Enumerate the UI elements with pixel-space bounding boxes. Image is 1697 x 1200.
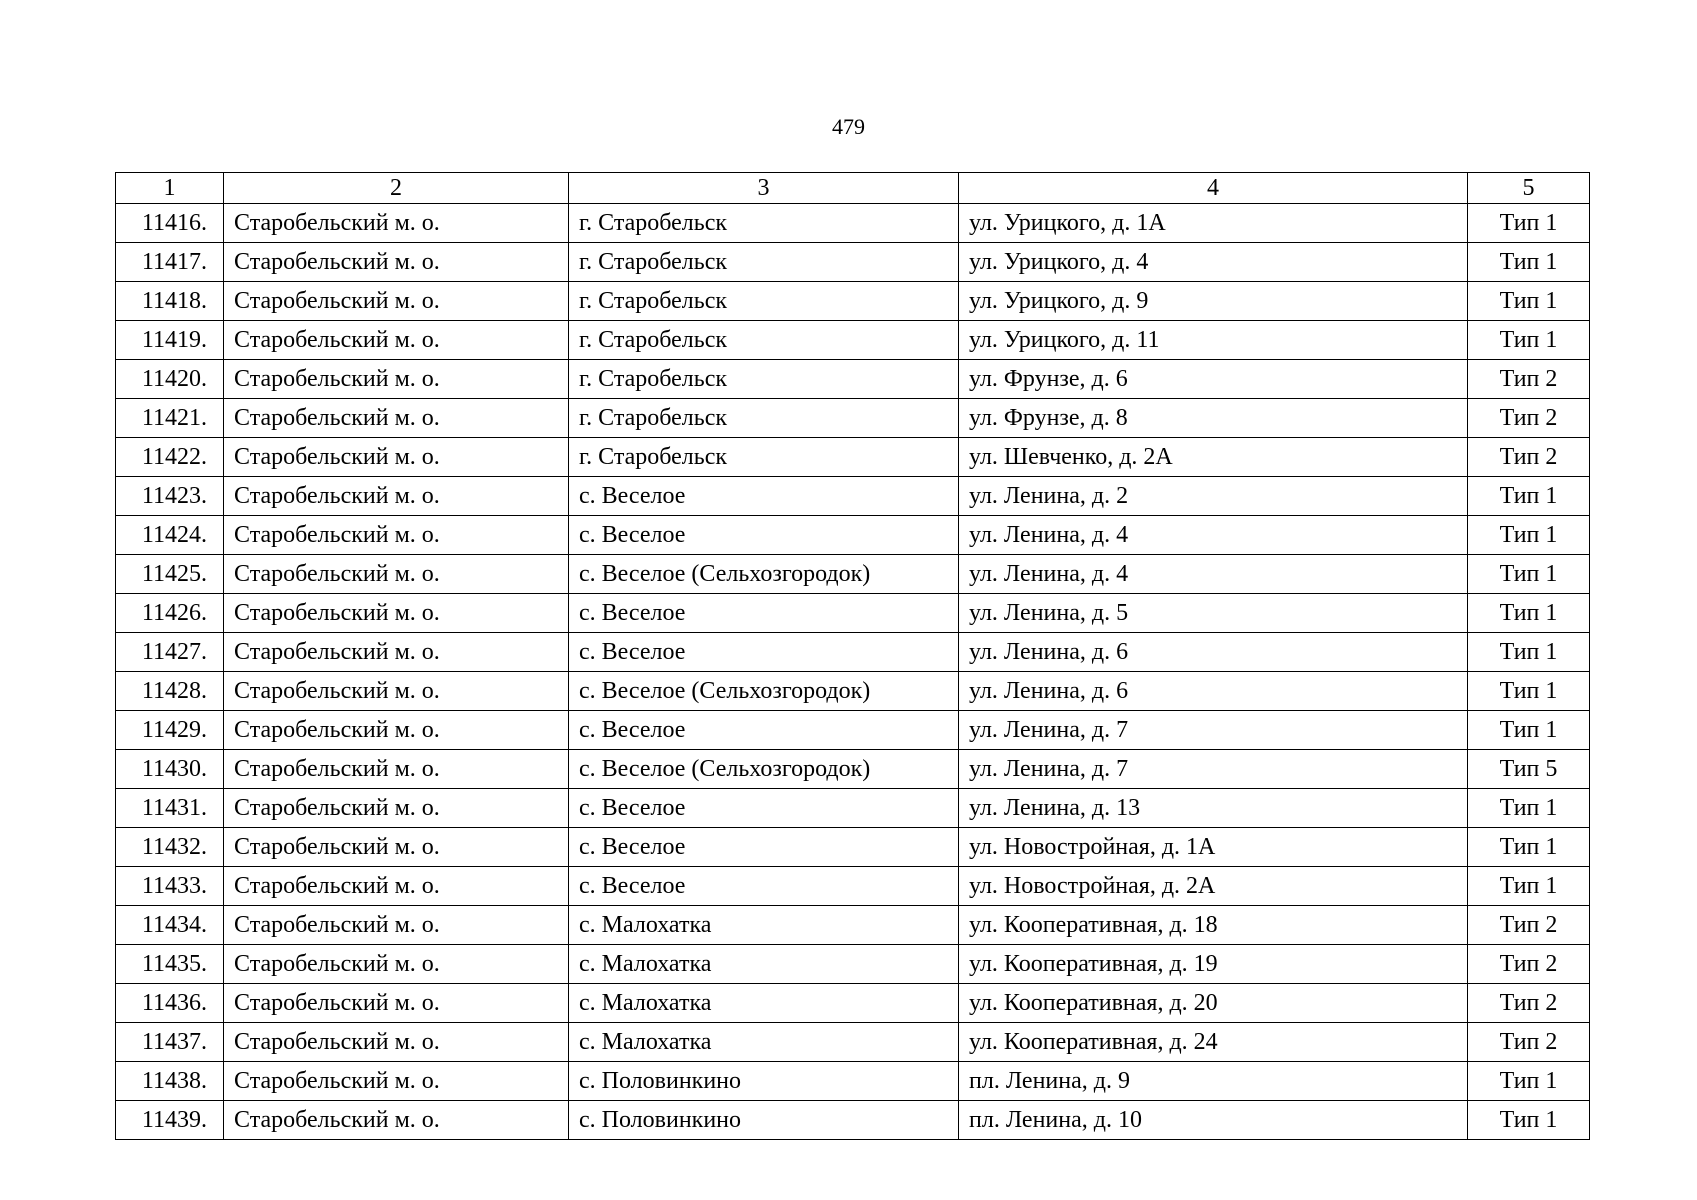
cell-number: 11433. bbox=[116, 867, 224, 906]
cell-type: Тип 2 bbox=[1468, 906, 1590, 945]
cell-type: Тип 2 bbox=[1468, 945, 1590, 984]
cell-municipality: Старобельский м. о. bbox=[224, 945, 569, 984]
cell-type: Тип 1 bbox=[1468, 711, 1590, 750]
cell-settlement: с. Малохатка bbox=[569, 984, 959, 1023]
cell-address: ул. Новостройная, д. 1А bbox=[959, 828, 1468, 867]
cell-settlement: с. Веселое bbox=[569, 516, 959, 555]
cell-settlement: с. Веселое bbox=[569, 828, 959, 867]
table-row bbox=[116, 477, 1590, 516]
cell-address: ул. Ленина, д. 6 bbox=[959, 672, 1468, 711]
cell-type: Тип 1 bbox=[1468, 204, 1590, 243]
cell-address: ул. Кооперативная, д. 24 bbox=[959, 1023, 1468, 1062]
cell-number: 11417. bbox=[116, 243, 224, 282]
cell-number: 11439. bbox=[116, 1101, 224, 1140]
cell-type: Тип 1 bbox=[1468, 1062, 1590, 1101]
cell-settlement: г. Старобельск bbox=[569, 399, 959, 438]
cell-settlement: г. Старобельск bbox=[569, 438, 959, 477]
cell-type: Тип 2 bbox=[1468, 399, 1590, 438]
cell-address: ул. Кооперативная, д. 20 bbox=[959, 984, 1468, 1023]
column-header-municipality: 2 bbox=[224, 173, 569, 204]
column-header-type: 5 bbox=[1468, 173, 1590, 204]
cell-number: 11424. bbox=[116, 516, 224, 555]
cell-number: 11434. bbox=[116, 906, 224, 945]
cell-municipality: Старобельский м. о. bbox=[224, 204, 569, 243]
table-header-row bbox=[116, 173, 1590, 204]
table-row bbox=[116, 750, 1590, 789]
cell-settlement: г. Старобельск bbox=[569, 204, 959, 243]
cell-type: Тип 2 bbox=[1468, 360, 1590, 399]
cell-settlement: с. Малохатка bbox=[569, 945, 959, 984]
table-row bbox=[116, 360, 1590, 399]
cell-municipality: Старобельский м. о. bbox=[224, 321, 569, 360]
cell-municipality: Старобельский м. о. bbox=[224, 399, 569, 438]
cell-municipality: Старобельский м. о. bbox=[224, 1023, 569, 1062]
table-row bbox=[116, 282, 1590, 321]
cell-address: ул. Урицкого, д. 9 bbox=[959, 282, 1468, 321]
cell-municipality: Старобельский м. о. bbox=[224, 828, 569, 867]
table-row bbox=[116, 906, 1590, 945]
cell-municipality: Старобельский м. о. bbox=[224, 243, 569, 282]
cell-number: 11420. bbox=[116, 360, 224, 399]
cell-type: Тип 1 bbox=[1468, 633, 1590, 672]
cell-settlement: с. Веселое bbox=[569, 594, 959, 633]
cell-number: 11431. bbox=[116, 789, 224, 828]
cell-address: ул. Ленина, д. 7 bbox=[959, 750, 1468, 789]
table-row bbox=[116, 321, 1590, 360]
cell-settlement: с. Веселое bbox=[569, 711, 959, 750]
cell-number: 11432. bbox=[116, 828, 224, 867]
cell-municipality: Старобельский м. о. bbox=[224, 867, 569, 906]
cell-type: Тип 1 bbox=[1468, 672, 1590, 711]
cell-type: Тип 1 bbox=[1468, 321, 1590, 360]
cell-address: пл. Ленина, д. 9 bbox=[959, 1062, 1468, 1101]
table-row bbox=[116, 399, 1590, 438]
table-row bbox=[116, 243, 1590, 282]
table-row bbox=[116, 516, 1590, 555]
cell-municipality: Старобельский м. о. bbox=[224, 906, 569, 945]
cell-municipality: Старобельский м. о. bbox=[224, 516, 569, 555]
table-row bbox=[116, 1023, 1590, 1062]
cell-address: ул. Ленина, д. 4 bbox=[959, 516, 1468, 555]
cell-settlement: с. Половинкино bbox=[569, 1062, 959, 1101]
cell-settlement: г. Старобельск bbox=[569, 321, 959, 360]
cell-address: ул. Урицкого, д. 11 bbox=[959, 321, 1468, 360]
cell-address: ул. Урицкого, д. 4 bbox=[959, 243, 1468, 282]
table-row bbox=[116, 711, 1590, 750]
cell-municipality: Старобельский м. о. bbox=[224, 1101, 569, 1140]
cell-settlement: с. Веселое bbox=[569, 477, 959, 516]
cell-municipality: Старобельский м. о. bbox=[224, 672, 569, 711]
cell-address: ул. Ленина, д. 2 bbox=[959, 477, 1468, 516]
cell-address: ул. Новостройная, д. 2А bbox=[959, 867, 1468, 906]
cell-address: пл. Ленина, д. 10 bbox=[959, 1101, 1468, 1140]
cell-type: Тип 1 bbox=[1468, 477, 1590, 516]
cell-type: Тип 1 bbox=[1468, 867, 1590, 906]
table-row bbox=[116, 984, 1590, 1023]
cell-settlement: с. Веселое (Сельхозгородок) bbox=[569, 672, 959, 711]
cell-settlement: г. Старобельск bbox=[569, 360, 959, 399]
cell-settlement: г. Старобельск bbox=[569, 282, 959, 321]
cell-municipality: Старобельский м. о. bbox=[224, 282, 569, 321]
cell-address: ул. Ленина, д. 13 bbox=[959, 789, 1468, 828]
cell-settlement: с. Веселое (Сельхозгородок) bbox=[569, 750, 959, 789]
cell-municipality: Старобельский м. о. bbox=[224, 594, 569, 633]
cell-type: Тип 1 bbox=[1468, 828, 1590, 867]
table-row bbox=[116, 633, 1590, 672]
cell-address: ул. Ленина, д. 7 bbox=[959, 711, 1468, 750]
cell-number: 11429. bbox=[116, 711, 224, 750]
cell-number: 11427. bbox=[116, 633, 224, 672]
cell-type: Тип 5 bbox=[1468, 750, 1590, 789]
table-body bbox=[116, 204, 1590, 1140]
page-number: 479 bbox=[832, 114, 865, 139]
cell-settlement: с. Малохатка bbox=[569, 1023, 959, 1062]
table-row bbox=[116, 1062, 1590, 1101]
cell-number: 11421. bbox=[116, 399, 224, 438]
cell-municipality: Старобельский м. о. bbox=[224, 438, 569, 477]
cell-municipality: Старобельский м. о. bbox=[224, 633, 569, 672]
cell-municipality: Старобельский м. о. bbox=[224, 477, 569, 516]
table-row bbox=[116, 945, 1590, 984]
table-row bbox=[116, 828, 1590, 867]
cell-number: 11438. bbox=[116, 1062, 224, 1101]
cell-number: 11425. bbox=[116, 555, 224, 594]
cell-municipality: Старобельский м. о. bbox=[224, 984, 569, 1023]
column-header-address: 4 bbox=[959, 173, 1468, 204]
cell-settlement: с. Половинкино bbox=[569, 1101, 959, 1140]
cell-type: Тип 1 bbox=[1468, 1101, 1590, 1140]
cell-type: Тип 2 bbox=[1468, 438, 1590, 477]
cell-type: Тип 1 bbox=[1468, 555, 1590, 594]
cell-type: Тип 2 bbox=[1468, 1023, 1590, 1062]
cell-type: Тип 1 bbox=[1468, 282, 1590, 321]
cell-settlement: с. Веселое bbox=[569, 633, 959, 672]
cell-address: ул. Урицкого, д. 1А bbox=[959, 204, 1468, 243]
table-row bbox=[116, 594, 1590, 633]
cell-number: 11437. bbox=[116, 1023, 224, 1062]
cell-type: Тип 1 bbox=[1468, 594, 1590, 633]
table-row bbox=[116, 1101, 1590, 1140]
cell-municipality: Старобельский м. о. bbox=[224, 789, 569, 828]
cell-type: Тип 1 bbox=[1468, 516, 1590, 555]
cell-number: 11436. bbox=[116, 984, 224, 1023]
cell-address: ул. Ленина, д. 6 bbox=[959, 633, 1468, 672]
cell-address: ул. Кооперативная, д. 18 bbox=[959, 906, 1468, 945]
column-header-settlement: 3 bbox=[569, 173, 959, 204]
cell-type: Тип 1 bbox=[1468, 789, 1590, 828]
cell-municipality: Старобельский м. о. bbox=[224, 711, 569, 750]
cell-municipality: Старобельский м. о. bbox=[224, 750, 569, 789]
cell-address: ул. Кооперативная, д. 19 bbox=[959, 945, 1468, 984]
cell-address: ул. Ленина, д. 5 bbox=[959, 594, 1468, 633]
cell-number: 11416. bbox=[116, 204, 224, 243]
cell-settlement: с. Веселое (Сельхозгородок) bbox=[569, 555, 959, 594]
cell-municipality: Старобельский м. о. bbox=[224, 1062, 569, 1101]
table-row bbox=[116, 555, 1590, 594]
cell-number: 11430. bbox=[116, 750, 224, 789]
cell-municipality: Старобельский м. о. bbox=[224, 555, 569, 594]
table-row bbox=[116, 789, 1590, 828]
cell-number: 11419. bbox=[116, 321, 224, 360]
cell-settlement: с. Веселое bbox=[569, 789, 959, 828]
cell-address: ул. Фрунзе, д. 8 bbox=[959, 399, 1468, 438]
cell-settlement: с. Малохатка bbox=[569, 906, 959, 945]
cell-number: 11422. bbox=[116, 438, 224, 477]
cell-address: ул. Ленина, д. 4 bbox=[959, 555, 1468, 594]
cell-number: 11423. bbox=[116, 477, 224, 516]
cell-number: 11428. bbox=[116, 672, 224, 711]
cell-address: ул. Фрунзе, д. 6 bbox=[959, 360, 1468, 399]
cell-municipality: Старобельский м. о. bbox=[224, 360, 569, 399]
cell-type: Тип 1 bbox=[1468, 243, 1590, 282]
cell-settlement: г. Старобельск bbox=[569, 243, 959, 282]
cell-number: 11418. bbox=[116, 282, 224, 321]
cell-type: Тип 2 bbox=[1468, 984, 1590, 1023]
address-table bbox=[115, 172, 1590, 1140]
table-row bbox=[116, 867, 1590, 906]
cell-settlement: с. Веселое bbox=[569, 867, 959, 906]
table-row bbox=[116, 438, 1590, 477]
cell-number: 11426. bbox=[116, 594, 224, 633]
table-row bbox=[116, 204, 1590, 243]
table-row bbox=[116, 672, 1590, 711]
column-header-number: 1 bbox=[116, 173, 224, 204]
cell-address: ул. Шевченко, д. 2А bbox=[959, 438, 1468, 477]
cell-number: 11435. bbox=[116, 945, 224, 984]
